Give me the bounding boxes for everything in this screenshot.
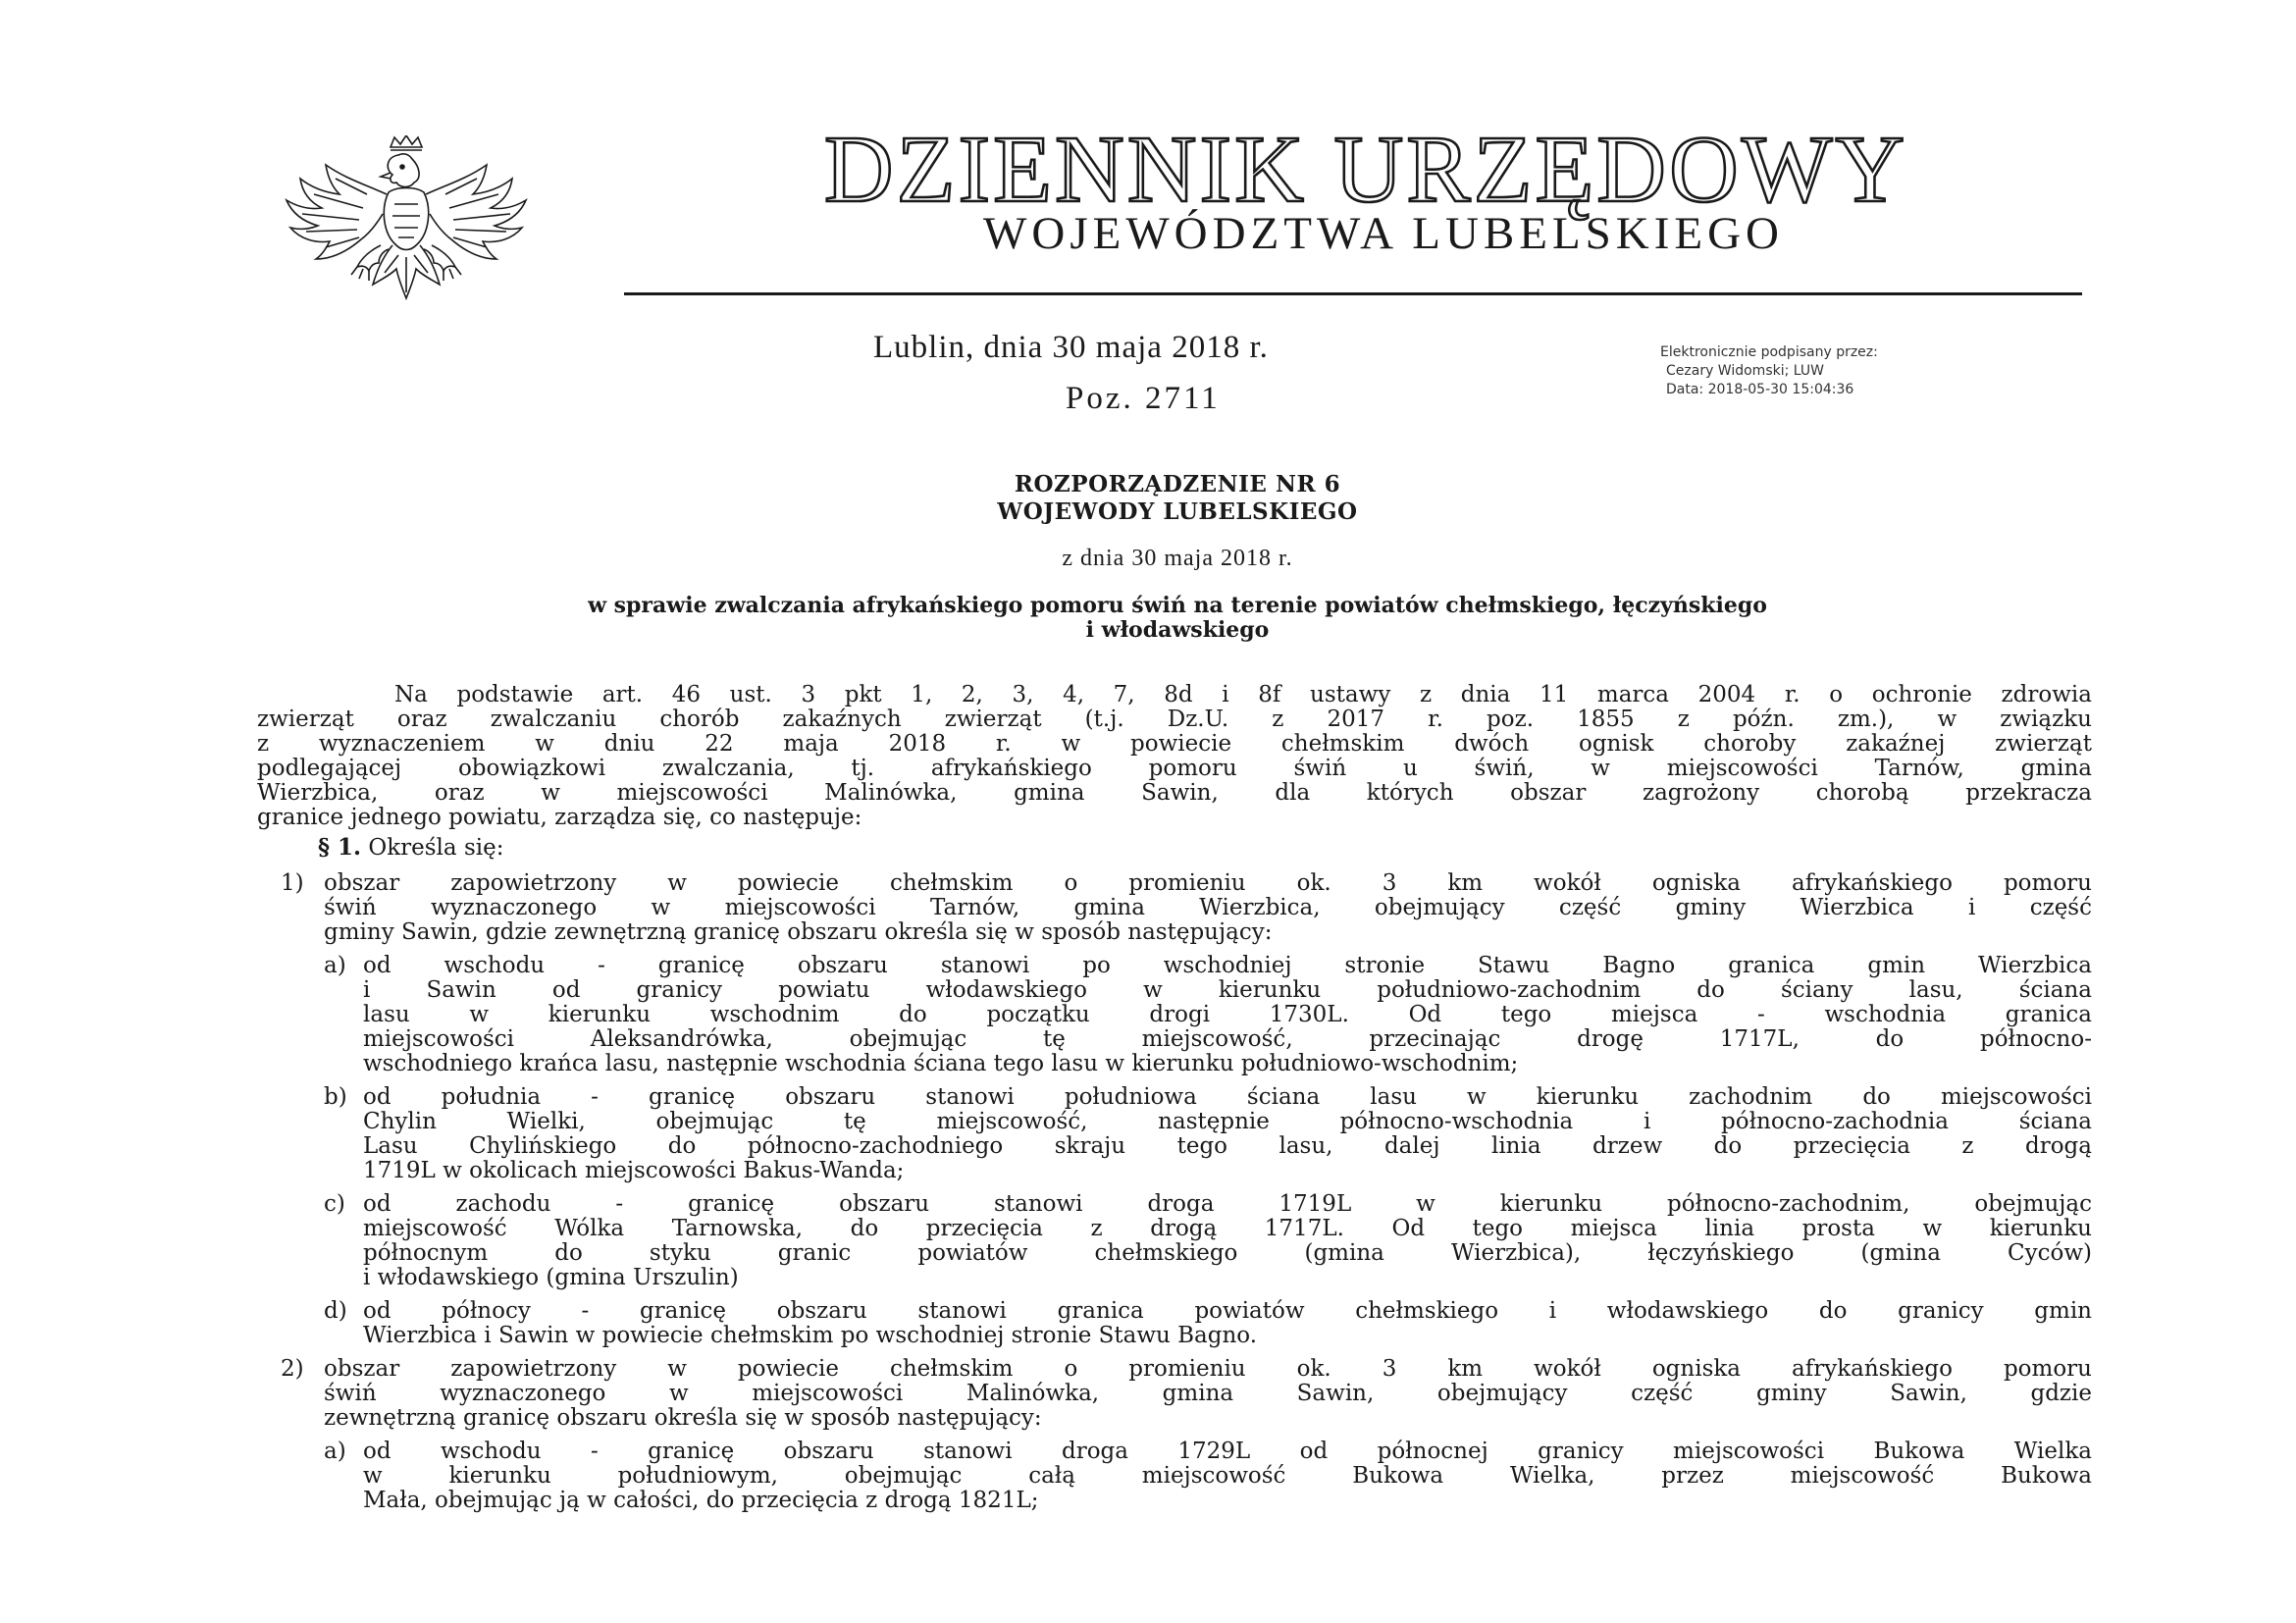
- polish-eagle-emblem-icon: [267, 135, 547, 302]
- point-line: obszar zapowietrzony w powiecie chełmskim o promieniu ok. 3 km wokół ogniska afrykańskiego pomoru: [324, 1356, 2092, 1382]
- point-line: gminy Sawin, gdzie zewnętrzną granicę obszaru określa się w sposób następujący:: [324, 919, 1273, 945]
- regulation-subject-line: i włodawskiego: [1085, 617, 1270, 643]
- point-line: świń wyznaczonego w miejscowości Malinówka, gmina Sawin, obejmujący część gminy Sawin, gdzie: [324, 1381, 2092, 1406]
- preamble-line: Na podstawie art. 46 ust. 3 pkt 1, 2, 3, 4, 7, 8d i 8f ustawy z dnia 11 marca 2004 r. o ochronie zdrowia: [394, 682, 2092, 707]
- section-1-heading: [318, 836, 503, 860]
- publication-dateline: Lublin, dnia 30 maja 2018 r.: [873, 330, 1269, 365]
- masthead-divider: [624, 292, 2082, 295]
- journal-title: DZIENNIK URZĘDOWY: [823, 117, 1908, 223]
- subpoint-line: i Sawin od granicy powiatu włodawskiego w kierunku południowo-zachodnim do ściany lasu, ściana: [363, 977, 2092, 1003]
- electronic-signature-stamp: [1660, 343, 1878, 399]
- subpoint-marker: c): [324, 1191, 345, 1217]
- subpoint-line: Mała, obejmując ją w całości, do przecięcia z drogą 1821L;: [363, 1488, 1039, 1513]
- subpoint-line: Wierzbica i Sawin w powiecie chełmskim po wschodniej stronie Stawu Bagno.: [363, 1323, 1258, 1348]
- regulation-title-line: WOJEWODY LUBELSKIEGO: [997, 498, 1358, 525]
- regulation-subject-line: w sprawie zwalczania afrykańskiego pomoru świń na terenie powiatów chełmskiego, łęczyńskiego: [588, 593, 1767, 618]
- subpoint-line: od wschodu - granicę obszaru stanowi droga 1729L od północnej granicy miejscowości Bukowa Wielka: [363, 1439, 2092, 1464]
- point-line: świń wyznaczonego w miejscowości Tarnów, gmina Wierzbica, obejmujący część gminy Wierzbica i część: [324, 895, 2092, 920]
- position-number: Poz. 2711: [1066, 381, 1221, 416]
- esign-line: Elektronicznie podpisany przez:: [1660, 344, 1878, 360]
- section-mark: § 1.: [318, 834, 362, 861]
- preamble-line: Wierzbica, oraz w miejscowości Malinówka, gmina Sawin, dla których obszar zagrożony chorobą przekracza: [257, 780, 2092, 806]
- point-marker: 1): [281, 870, 304, 896]
- regulation-subject: [294, 594, 2061, 643]
- subpoint-line: północnym do styku granic powiatów chełmskiego (gmina Wierzbica), łęczyńskiego (gmina Cyców): [363, 1240, 2092, 1266]
- subpoint-line: wschodniego krańca lasu, następnie wschodnia ściana tego lasu w kierunku południowo-wschodnim;: [363, 1051, 1519, 1076]
- journal-subtitle: WOJEWÓDZTWA LUBELSKIEGO: [983, 208, 1784, 259]
- subpoint-line: Chylin Wielki, obejmując tę miejscowość, następnie północno-wschodnia i północno-zachodnia ściana: [363, 1109, 2092, 1134]
- regulation-title-line: ROZPORZĄDZENIE NR 6: [1014, 471, 1341, 497]
- regulation-title: [589, 471, 1766, 526]
- subpoint-line: od wschodu - granicę obszaru stanowi po wschodniej stronie Stawu Bagno granica gmin Wierzbica: [363, 953, 2092, 978]
- preamble-line: z wyznaczeniem w dniu 22 maja 2018 r. w powiecie chełmskim dwóch ognisk choroby zakaźnej zwierząt: [257, 731, 2092, 757]
- subpoint-line: od północy - granicę obszaru stanowi granica powiatów chełmskiego i włodawskiego do granicy gmin: [363, 1298, 2092, 1324]
- subpoint-line: miejscowość Wólka Tarnowska, do przecięcia z drogą 1717L. Od tego miejsca linia prosta w kierunku: [363, 1216, 2092, 1241]
- subpoint-marker: a): [324, 1439, 346, 1464]
- subpoint-line: miejscowości Aleksandrówka, obejmując tę miejscowość, przecinając drogę 1717L, do północno-: [363, 1026, 2092, 1052]
- subpoint-line: lasu w kierunku wschodnim do początku drogi 1730L. Od tego miejsca - wschodnia granica: [363, 1002, 2092, 1027]
- section-text: Określa się:: [368, 835, 504, 861]
- regulation-date: z dnia 30 maja 2018 r.: [1062, 546, 1293, 571]
- subpoint-line: Lasu Chylińskiego do północno-zachodniego skraju tego lasu, dalej linia drzew do przecięcia z drogą: [363, 1133, 2092, 1159]
- preamble-line: zwierząt oraz zwalczaniu chorób zakaźnych zwierząt (t.j. Dz.U. z 2017 r. poz. 1855 z późn. zm.), w związku: [257, 707, 2092, 732]
- esign-line: Cezary Widomski; LUW: [1666, 363, 1824, 379]
- point-line: obszar zapowietrzony w powiecie chełmskim o promieniu ok. 3 km wokół ogniska afrykańskiego pomoru: [324, 870, 2092, 896]
- subpoint-line: od południa - granicę obszaru stanowi południowa ściana lasu w kierunku zachodnim do miejscowości: [363, 1084, 2092, 1110]
- subpoint-marker: d): [324, 1298, 347, 1324]
- subpoint-line: od zachodu - granicę obszaru stanowi droga 1719L w kierunku północno-zachodnim, obejmując: [363, 1191, 2092, 1217]
- preamble-line: granice jednego powiatu, zarządza się, co następuje:: [257, 805, 862, 830]
- point-marker: 2): [281, 1356, 304, 1382]
- esign-line: Data: 2018-05-30 15:04:36: [1666, 382, 1854, 397]
- subpoint-marker: b): [324, 1084, 347, 1110]
- subpoint-line: i włodawskiego (gmina Urszulin): [363, 1265, 739, 1290]
- subpoint-line: w kierunku południowym, obejmując całą miejscowość Bukowa Wielka, przez miejscowość Bukowa: [363, 1463, 2092, 1489]
- subpoint-line: 1719L w okolicach miejscowości Bakus-Wanda;: [363, 1158, 905, 1183]
- point-line: zewnętrzną granicę obszaru określa się w sposób następujący:: [324, 1405, 1042, 1431]
- preamble-line: podlegającej obowiązkowi zwalczania, tj. afrykańskiego pomoru świń u świń, w miejscowości Tarnów, gmina: [257, 756, 2092, 781]
- subpoint-marker: a): [324, 953, 346, 978]
